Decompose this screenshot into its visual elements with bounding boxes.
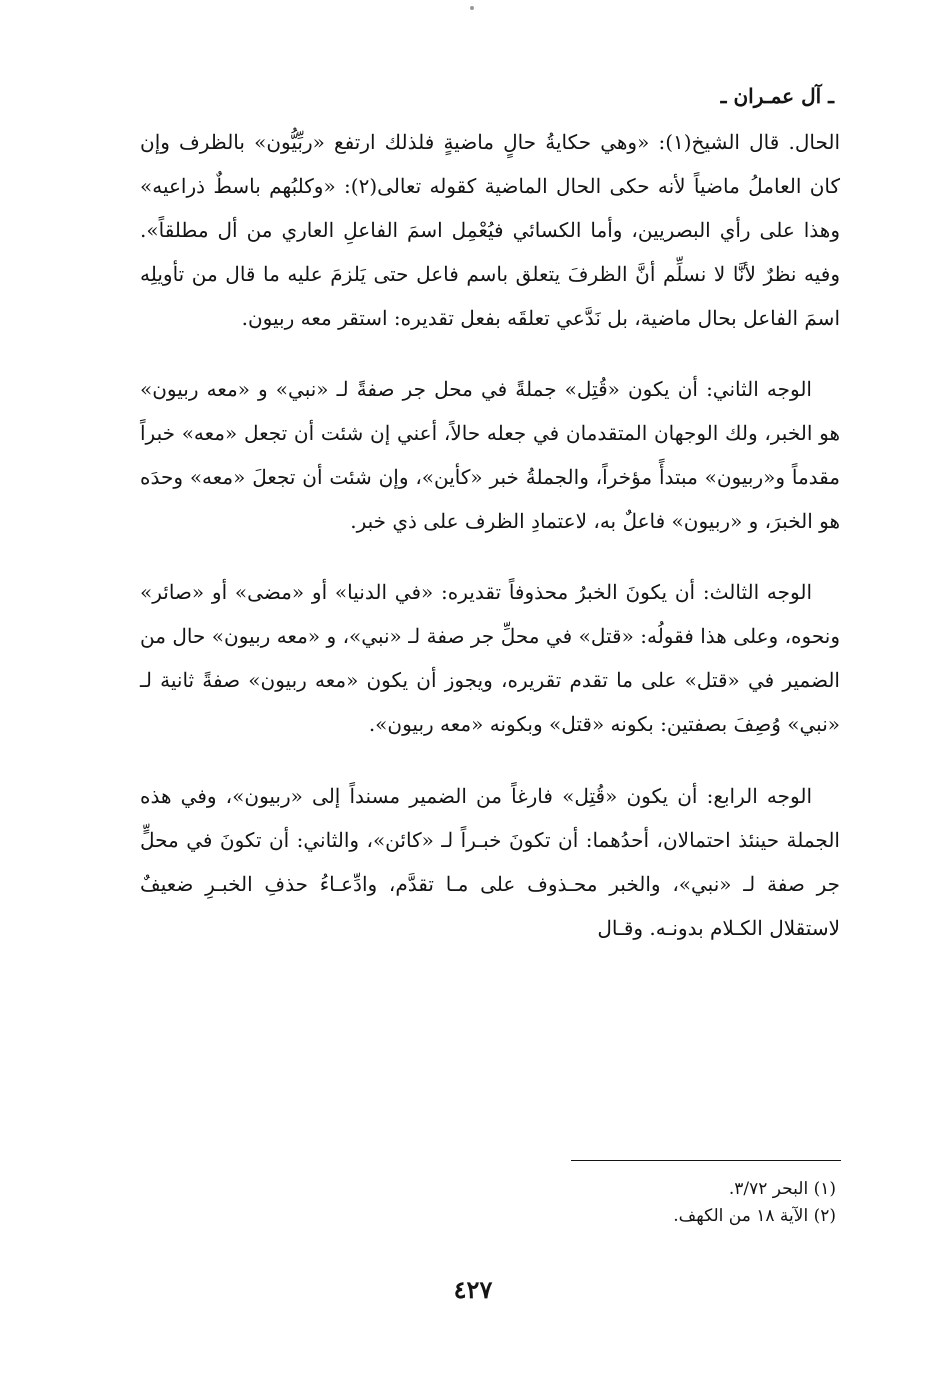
footnote-1: (١) البحر ٣/٧٢. [728, 1179, 836, 1199]
paragraph-1: الحال. قال الشيخ(١): «وهي حكايةُ حالٍ ماضيةٍ فلذلك ارتفع «ربِّيُّون» بالظرف وإن كان العاملُ ماضياً لأنه حكى الحال الماضية كقوله تعالى(٢): «وكلبُهم باسطٌ ذراعيه» وهذا على رأي البصريين، وأما الكسائي فيُعْمِل اسمَ الفاعلِ العاري من أل مطلقاً». وفيه نظرٌ لأنَّا لا نسلِّم أنَّ الظرفَ يتعلق باسم فاعل حتى يَلزمَ عليه ما قال من تأويلِه اسمَ الفاعل بحال ماضية، بل نَدَّعي تعلقَه بفعل تقديره: استقر معه ربيون. [140, 130, 841, 330]
paragraph-2: الوجه الثاني: أن يكون «قُتِل» جملةً في محل جر صفةً لـ «نبي» و «معه ربيون» هو الخبر، ولك الوجهان المتقدمان في جعله حالاً، أعني إن شئت أن تجعل «معه» خبراً مقدماً و«ربيون» مبتدأً مؤخراً، والجملةُ خبر «كأين»، وإن شئت أن تجعلَ «معه» وحدَه هو الخبرَ، و «ربيون» فاعلٌ به، لاعتمادِ الظرف على ذي خبر. [140, 377, 840, 533]
paragraph-3: الوجه الثالث: أن يكونَ الخبرُ محذوفاً تقديره: «في الدنيا» أو «مضى» أو «صائر» ونحوه، وعلى هذا فقولُه: «قتل» في محلِّ جر صفة لـ «نبي»، و «معه ربيون» حال من الضمير في «قتل» على ما تقدم تقريره، ويجوز أن يكون «معه ربيون» صفةً ثانية لـ «نبي» وُصِفَ بصفتين: بكونه «قتل» وبكونه «معه ربيون». [140, 580, 840, 736]
footnote-divider [571, 1160, 841, 1161]
running-header: ـ آل عمـران ـ [720, 84, 834, 108]
paragraph-4: الوجه الرابع: أن يكون «قُتِل» فارغاً من الضمير مسنداً إلى «ربيون»، وفي هذه الجملة حينئذ احتمالان، أحدُهما: أن تكونَ خبـراً لـ «كائن»، والثاني: أن تكونَ في محلٍّ جر صفة لـ «نبي»، والخبر محـذوف على مـا تقدَّم، وادِّعـاءُ حذفِ الخبـرِ ضعيفٌ لاستقلال الكـلام بدونـه. وقـال [140, 784, 840, 940]
footnotes [436, 1176, 836, 1230]
page-number: ٤٢٧ [453, 1275, 493, 1304]
footnote-2: (٢) الآية ١٨ من الكهف. [673, 1206, 836, 1226]
scan-mark [470, 6, 474, 10]
body-text [140, 120, 840, 950]
